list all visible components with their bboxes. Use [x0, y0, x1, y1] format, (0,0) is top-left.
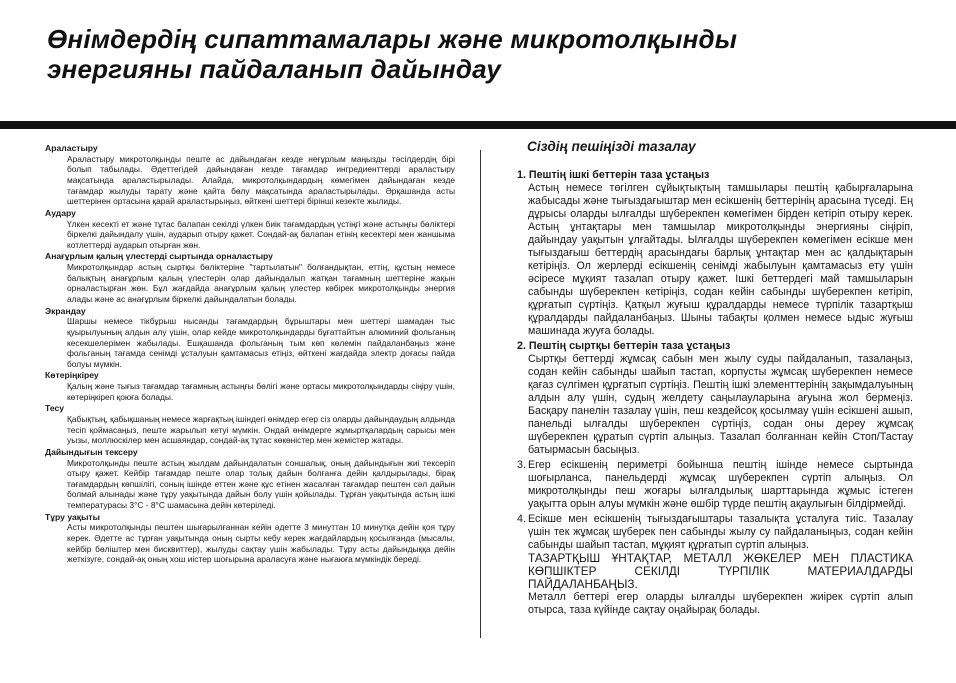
section-text: Қабықтың, қабықшаның немесе жарғақтың ішіндегі өнімдер егер сіз оларды дайындаудың алдында тесіп қоймасаңыз, пеште жарылып кетуі мүмкін. Ондай өнімдерге жұмыртқалардың сарысы мен уызы, моллюскілер мен асшаяндар, сондай-ақ тұтас көкөністер мен жемістер жатады.: [67, 414, 455, 446]
item-text-end: Металл беттері егер оларды ылғалды шүберекпен жиірек сүртіп алып отырса, таза күйінде сақтау оңайырақ болады.: [528, 591, 913, 616]
section-text: Шаршы немесе тікбұрыш нысанды тағамдардың бұрыштары мен шеттері шамадан тыс қуырылуының алдын алу үшін, олар кейде микротолқындарды бұғаттайтын алюминий фольганың кесекшелерімен жабылады. Ешқашанда фольганың тым көп көлемін пайдаланбаңыз және фольганың тағамда сенімді ұсталуын қамтамасыз етіңіз, өйткені жағдайда электр доғасы пайда болуы мүмкін.: [67, 316, 455, 369]
section-text: Микротолқындар астың сыртқы бөліктеріне "тартылатын" болғандықтан, еттің, құстың немесе балықтың анағұрлым қалың үлестерін олар дайындалып жатқан тағамның шеттеріне жақын орналастырған жөн. Бұл жағдайда анағұрлым қалың үлестер көбірек микротолқынды энергия алады және ас анағұрлым біркелкі дайындалатын болады.: [67, 262, 455, 304]
page-title-line-2: энергияны пайдаланып дайындау: [47, 54, 502, 84]
section-heading: Араластыру: [45, 143, 98, 153]
item-number: 1.: [517, 169, 526, 181]
item-text: Есікше мен есікшенің тығыздағыштары тазалықта ұсталуға тиіс. Тазалау үшін тек жұмсақ шүберек пен сабынды жылу су пайдаланыңыз, содан кейін сабынды шайып тастап, мұқият құрғатып сүртіп алыңыз.: [528, 513, 913, 551]
item-number: 3.: [517, 459, 526, 471]
item-heading: [517, 340, 913, 353]
section-standing-time: [45, 512, 455, 565]
section-text: Үлкен кесекті ет және тұтас балапан секілді үлкен биік тағамдардың үстіңгі және астыңғы бөліктері біркелкі дайындалу үшін, аударып отыру қажет. Сондай-ақ балапан етінің кесектері мен жаншыма котлеттерді аударып отырған жөн.: [67, 218, 455, 250]
section-elevating: [45, 370, 455, 402]
section-mixing: [45, 143, 455, 207]
item-number: 2.: [517, 340, 526, 352]
item-heading-text: Пештің ішкі беттерін таза ұстаңыз: [528, 169, 710, 181]
section-checking: [45, 447, 455, 511]
cleaning-item-2: [517, 340, 913, 457]
section-heading: Аудару: [45, 207, 76, 218]
section-turning: [45, 208, 455, 251]
section-text: Асты микротолқынды пештен шығарылғаннан кейін әдетте 3 минуттан 10 минутқа дейін қоя тұру керек. Әдетте ас тұрған уақытында оның сырты кебу керек жағдайлардың қосылғанда (мысалы, кейбір бөліштер мен бисквиттер), жылуды сақтау үшін жабылады. Тұру асты дайындыққа дейін жеткізуге, сондай-ақ оның хош иістер шоғырына араласуға және нығаюға мүмкіндік береді.: [67, 522, 455, 565]
header-rule: [0, 121, 956, 129]
warning-text: ТАЗАРТҚЫШ ҰНТАҚТАР, МЕТАЛЛ ЖӨКЕЛЕР МЕН ПЛАСТИКА КӨПШІКТЕР СЕКІЛДІ ТҮРПІЛІК МАТЕРИАЛДАРДЫ ПАЙДАЛАНБАҢЫЗ.: [528, 551, 913, 591]
item-text: Сыртқы беттерді жұмсақ сабын мен жылу суды пайдаланып, тазалаңыз, содан кейін сабынды шайып тастап, корпусты жұмсақ шүберекпен немесе қағаз сүлгімен құрғатып сүртіңіз. Пештің ішкі элементтерінің зақымдалуының алдын алу үшін, судың желдету саңылауларына ағуына жол бермеңіз. Басқару панелін тазалау үшін, пеш кездейсоқ қосылмау үшін есікшені ашып, панельді ылғалды шүберекпен сүртіңіз, содан оны дереу жұмсақ шүберекпен құратып сүртіп алыңыз. Тазалап болғаннан кейін Стоп/Тастау батырмасын басыңыз.: [528, 353, 913, 456]
cleaning-title: Сіздің пешіңізді тазалау: [527, 139, 696, 154]
section-heading: Анағұрлым қалың үлестерді сыртында орналастыру: [45, 251, 273, 262]
page-title-line-1: Өнімдердің сипаттамалары және микротолқынды: [47, 24, 738, 54]
section-heading: Экрандау: [45, 305, 86, 316]
right-column: [517, 140, 913, 619]
section-text: Араластыру микротолқынды пеште ас дайындаған кезде неғұрлым маңызды тәсілдердің бірі болып табылады. Әдеттегідей дайындаған кезде тағамдар ингредиенттерді араластыру мақсатында араластырылады. Алайда, микротолқындардың көмегімен дайындаған кезде тағамдар жылуды тарату және қайта бөлу мақсатында араластырылады. Әрқашанда асты шеттерінен ортасына қарай араластырыңыз, өйткені шеттері бірінші кезекте жылиды.: [67, 153, 455, 207]
section-heading: Дайындығын тексеру: [45, 446, 138, 457]
left-column: [45, 143, 455, 566]
item-body: [528, 513, 913, 617]
section-text: Микротолқынды пеште астың жылдам дайындалатын соншалық, оның дайындығын жиі тексеріп отыру қажет. Кейбір тағамдар пеште олар толық дайын болғанға дейін қалдырылады, бірақ тағамдардың көпшілігі, соның ішінде еттен және құс етінен жасалған тағамдар пештен сәл дайын болмай алынады және тұру уақытында дайын болу үшін қойылады. Тұрған уақытында астың ішкі температурасы 3°С - 8°С шамасына дейін көтеріледі.: [67, 457, 455, 511]
section-heading: Тесу: [45, 403, 65, 414]
cleaning-item-1: [517, 169, 913, 338]
section-piercing: [45, 403, 455, 446]
item-number: 4.: [517, 513, 526, 525]
item-heading-text: Пештің сыртқы беттерін таза ұстаңыз: [528, 340, 731, 352]
section-shielding: [45, 306, 455, 370]
item-text: Астың немесе төгілген сұйықтықтың тамшылары пештің қабырғаларына жабысады және тығыздағыштар мен есікшенің беттерінің арасына түседі. Ең дұрысы оларды ылғалды шүберекпен көмегімен бірден кетіріп отыру керек. Астың ұнтақтары мен тамшылар микротолқынды энергияны сіңіріп, дайындау уақытын ұлғайтады. Ылғалды шүберекпен көмегімен есікше мен тығыздағыш беттердің арасындағы барлық ұнтақтар мен ас қалдықтарын кетіріңіз. Ол жерлерді есікшенің сенімді жабылуын қамтамасыз ету үшін әсіресе мұқият тазалап отыру қажет. Ішкі беттердегі май тамшыларын сабынды шүберекпен кетіріңіз, содан кейін сабынды шүберекпен кетіріп, құрғатып сүртіңіз. Қатқыл жуғыш құралдарды немесе түрпілік тазартқыш құралдарды пайдаланбаңыз. Шыны табақты қолмен немесе ыдыс жуғыш машинада жууға болады.: [528, 182, 913, 337]
column-divider: [480, 150, 481, 638]
section-text: Қалың және тығыз тағамдар тағамның астыңғы бөлігі және ортасы микротолқындарды сіңіру үшін, көтеріңкіреп қоюға болады.: [67, 381, 455, 402]
page-title: [47, 24, 927, 84]
item-heading: [517, 169, 913, 182]
section-heading: Көтеріңкіреу: [45, 370, 99, 381]
section-heading: Тұру уақыты: [45, 511, 100, 522]
cleaning-item-3: [517, 459, 913, 511]
item-text: Егер есікшенің периметрі бойынша пештің ішінде немесе сыртында шоғырланса, панельдерді жұмсақ шүберекпен сүртіп алыңыз. Ол микротолқынды пеш жоғары ылғалдылық шарттарында жұмыс істеген уақытта орын алуы мүмкін және өшбір түрде пештің ақаулығын білдірмейді.: [528, 459, 913, 510]
section-thick-parts: [45, 251, 455, 304]
cleaning-item-4: [517, 513, 913, 617]
